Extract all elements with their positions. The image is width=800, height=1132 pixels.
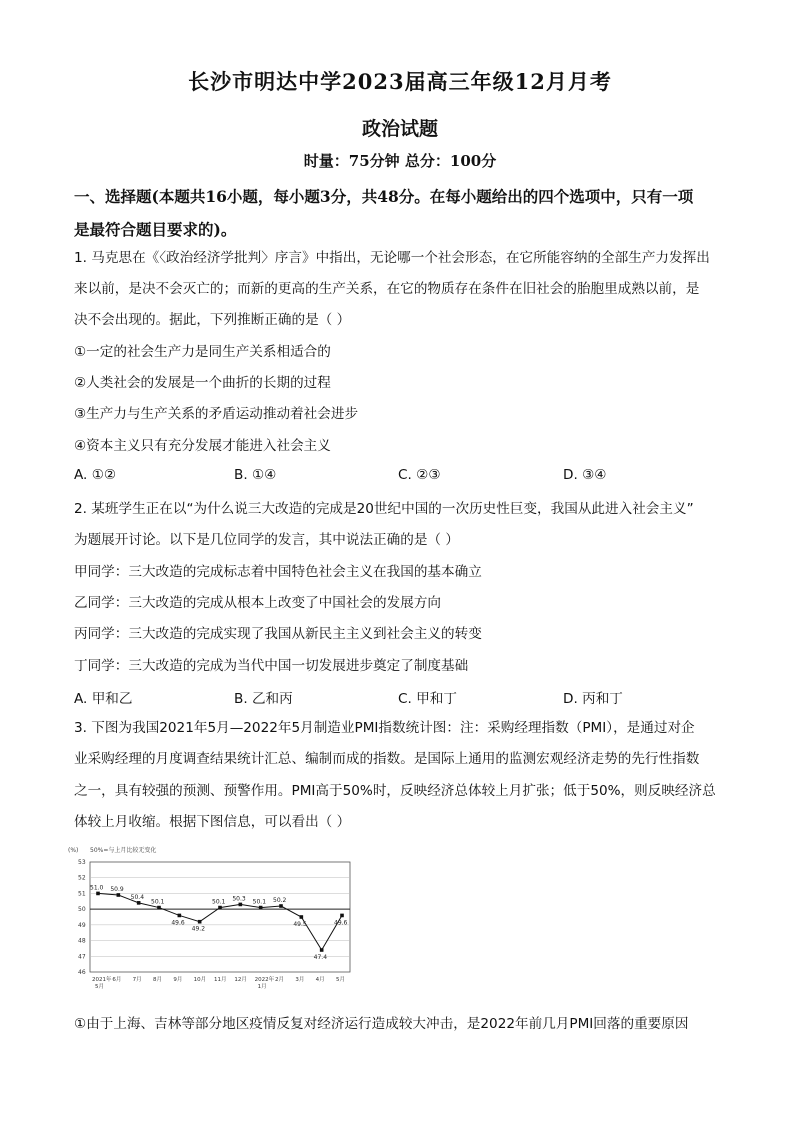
q1-option-d[interactable]: D. ③④ [563, 467, 607, 483]
chart-data-label: 49.5 [293, 921, 307, 928]
chart-x-tick-sublabel: 1月 [257, 984, 267, 990]
chart-data-point [178, 914, 182, 918]
chart-y-tick-label: 48 [78, 937, 86, 945]
section-heading-line-2: 是最符合题目要求的)。 [74, 220, 237, 239]
q2-option-d[interactable]: D. 丙和丁 [563, 691, 623, 707]
q2-item-2: 乙同学：三大改造的完成从根本上改变了中国社会的发展方向 [74, 595, 442, 611]
chart-data-label: 47.4 [313, 954, 328, 961]
q2-item-4: 丁同学：三大改造的完成为当代中国一切发展进步奠定了制度基础 [74, 658, 469, 674]
chart-data-label: 49.6 [171, 919, 185, 927]
chart-data-label: 51.0 [90, 884, 104, 892]
q1-item-1: ①一定的社会生产力是同生产关系相适合的 [74, 344, 331, 360]
chart-x-tick-label: 3月 [295, 977, 305, 983]
q2-option-c[interactable]: C. 甲和丁 [398, 691, 457, 707]
chart-data-point [96, 892, 100, 896]
q1-stem-line-1: 1. 马克思在《〈政治经济学批判〉序言》中指出，无论哪一个社会形态，在它所能容纳的全部生产力发挥出 [74, 250, 710, 266]
chart-data-point [259, 906, 263, 910]
chart-data-point [340, 914, 344, 918]
q1-option-c[interactable]: C. ②③ [398, 467, 441, 483]
chart-legend-note: 50%=与上月比较无变化 [90, 847, 157, 854]
chart-data-point [320, 948, 324, 952]
chart-y-tick-label: 49 [78, 921, 86, 929]
chart-x-tick-label: 2021年 [92, 977, 112, 983]
pmi-line-chart [60, 842, 360, 1002]
chart-data-label: 50.2 [273, 897, 287, 904]
chart-x-tick-label: 9月 [173, 977, 183, 983]
chart-x-tick-label: 2月 [275, 977, 284, 983]
chart-data-point [279, 904, 283, 908]
chart-data-label: 50.3 [232, 895, 246, 903]
chart-data-label: 50.9 [110, 886, 124, 893]
chart-x-tick-label: 2022年 [254, 977, 275, 983]
chart-data-label: 50.1 [212, 898, 226, 906]
q3-stem-line-4: 体较上月收缩。根据下图信息，可以看出（ ） [74, 814, 351, 830]
section-heading-line-1: 一、选择题(本题共16小题，每小题3分，共48分。在每小题给出的四个选项中，只有一项 [74, 187, 694, 206]
exam-title: 长沙市明达中学2023届高三年级12月月考 [188, 69, 612, 94]
q1-item-4: ④资本主义只有充分发展才能进入社会主义 [74, 438, 331, 454]
chart-y-tick-label: 52 [78, 874, 86, 882]
q3-stem-line-1: 3. 下图为我国2021年5月—2022年5月制造业PMI指数统计图：注：采购经理指数（PMI），是通过对企 [74, 720, 695, 736]
q2-option-a[interactable]: A. 甲和乙 [74, 691, 133, 707]
chart-x-tick-label: 7月 [132, 977, 142, 983]
q1-option-a[interactable]: A. ①② [74, 467, 117, 483]
chart-y-tick-label: 50 [78, 906, 86, 914]
chart-y-tick-label: 51 [78, 890, 86, 898]
chart-x-tick-label: 11月 [214, 977, 227, 983]
chart-data-point [218, 906, 222, 910]
q2-item-3: 丙同学：三大改造的完成实现了我国从新民主主义到社会主义的转变 [74, 626, 482, 642]
exam-meta: 时量：75分钟 总分：100分 [303, 152, 497, 170]
q3-item-1: ①由于上海、吉林等部分地区疫情反复对经济运行造成较大冲击，是2022年前几月PMI回落的重要原因 [74, 1016, 689, 1032]
chart-y-tick-label: 47 [78, 953, 86, 961]
chart-x-tick-label: 12月 [234, 977, 247, 983]
chart-data-point [157, 906, 161, 910]
chart-x-tick-label: 4月 [315, 977, 325, 983]
chart-data-point [137, 901, 141, 905]
chart-data-point [198, 920, 202, 924]
q3-stem-line-2: 业采购经理的月度调查结果统计汇总、编制而成的指数。是国际上通用的监测宏观经济走势的先行性指数 [74, 751, 700, 767]
chart-data-label: 50.1 [151, 898, 165, 906]
q1-option-b[interactable]: B. ①④ [234, 467, 277, 483]
q2-option-b[interactable]: B. 乙和丙 [234, 691, 293, 707]
q3-stem-line-3: 之一，具有较强的预测、预警作用。PMI高于50%时，反映经济总体较上月扩张；低于50%，则反映经济总 [74, 783, 716, 799]
chart-data-point [239, 903, 243, 907]
subject-title: 政治试题 [361, 118, 438, 140]
q2-item-1: 甲同学：三大改造的完成标志着中国特色社会主义在我国的基本确立 [74, 564, 482, 580]
q1-stem-line-2: 来以前，是决不会灭亡的；而新的更高的生产关系，在它的物质存在条件在旧社会的胎胞里成熟以前，是 [74, 281, 700, 297]
chart-data-label: 49.2 [191, 925, 206, 933]
section-heading [74, 180, 734, 246]
chart-data-label: 50.4 [130, 893, 145, 901]
chart-x-tick-label: 10月 [193, 977, 207, 983]
q2-stem-line-2: 为题展开讨论。以下是几位同学的发言，其中说法正确的是（ ） [74, 532, 459, 548]
chart-unit-label: (%) [68, 847, 79, 854]
chart-y-tick-label: 46 [78, 969, 86, 976]
q2-stem-line-1: 2. 某班学生正在以“为什么说三大改造的完成是20世纪中国的一次历史性巨变，我国从此进入社会主义” [74, 501, 694, 517]
chart-x-tick-label: 8月 [153, 977, 162, 983]
chart-x-tick-label: 6月 [112, 977, 122, 983]
q1-item-2: ②人类社会的发展是一个曲折的长期的过程 [74, 375, 331, 391]
chart-x-tick-label: 5月 [336, 977, 345, 983]
chart-frame [90, 862, 350, 972]
chart-data-label: 50.1 [252, 898, 267, 906]
q1-item-3: ③生产力与生产关系的矛盾运动推动着社会进步 [74, 406, 359, 422]
chart-y-tick-label: 53 [78, 859, 86, 866]
q1-stem-line-3: 决不会出现的。据此，下列推断正确的是（ ） [74, 312, 351, 328]
chart-data-point [300, 915, 304, 919]
chart-x-tick-sublabel: 5月 [95, 984, 104, 990]
chart-data-label: 49.6 [334, 919, 348, 927]
chart-data-point [117, 893, 121, 897]
